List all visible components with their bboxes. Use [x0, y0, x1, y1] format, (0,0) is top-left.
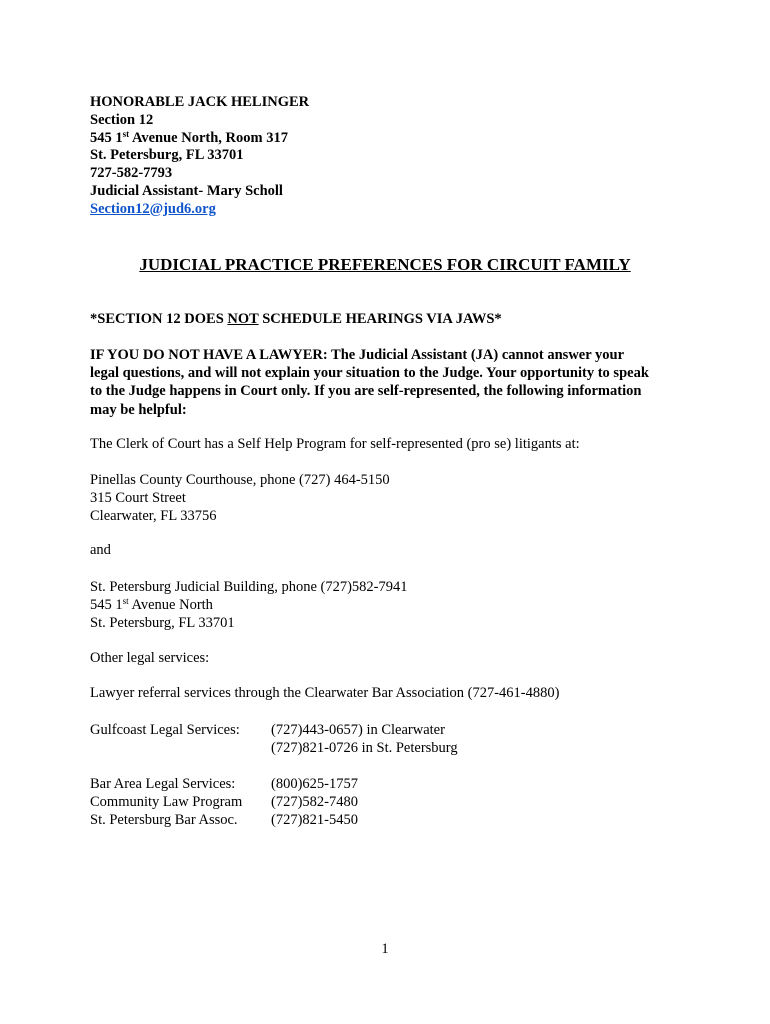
self-help-intro: The Clerk of Court has a Self Help Program for self-represented (pro se) litigants at:: [90, 436, 580, 452]
gulfcoast-services: Gulfcoast Legal Services: (727)443-0657) in Clearwater (727)821-0726 in St. Petersburg: [90, 722, 458, 756]
jaws-notice: *SECTION 12 DOES NOT SCHEDULE HEARINGS VIA JAWS*: [90, 311, 502, 327]
no-lawyer-paragraph: IF YOU DO NOT HAVE A LAWYER: The Judicial Assistant (JA) cannot answer your legal questions, and will not explain your situation to the Judge. Your opportunity to speak to the Judge happens in Court only. If you are self-represented, the following information may be helpful:: [90, 347, 649, 418]
chambers-phone: 727-582-7793: [90, 165, 173, 182]
section-label: Section 12: [90, 111, 154, 128]
page-number: 1: [381, 941, 389, 957]
courthouse-city: St. Petersburg, FL 33701: [90, 147, 244, 164]
list-item: Bar Area Legal Services:: [90, 776, 236, 792]
st-petersburg-location: St. Petersburg Judicial Building, phone (727)582-7941 545 1st Avenue North St. Petersburg, FL 33701: [90, 579, 408, 631]
clearwater-location: Pinellas County Courthouse, phone (727) 464-5150 315 Court Street Clearwater, FL 33756: [90, 472, 390, 524]
document-title: JUDICIAL PRACTICE PREFERENCES FOR CIRCUIT FAMILY: [139, 255, 631, 274]
judicial-assistant: Judicial Assistant- Mary Scholl: [90, 182, 283, 199]
email-link[interactable]: Section12@jud6.org: [90, 200, 216, 217]
list-item: Community Law Program: [90, 794, 243, 810]
lawyer-referral: Lawyer referral services through the Clearwater Bar Association (727-461-4880): [90, 685, 560, 701]
other-services-list: Bar Area Legal Services: Community Law Program St. Petersburg Bar Assoc. (800)625-1757 (727)582-7480 (727)821-5450: [90, 776, 358, 828]
judge-contact-block: [90, 94, 309, 219]
list-item: St. Petersburg Bar Assoc.: [90, 812, 238, 828]
judge-name: HONORABLE JACK HELINGER: [90, 94, 310, 110]
notice-emphasis: NOT: [227, 311, 259, 327]
other-services-heading: Other legal services:: [90, 650, 210, 666]
and-text: and: [90, 542, 111, 558]
courthouse-address: 545 1st Avenue North, Room 317: [90, 128, 288, 146]
